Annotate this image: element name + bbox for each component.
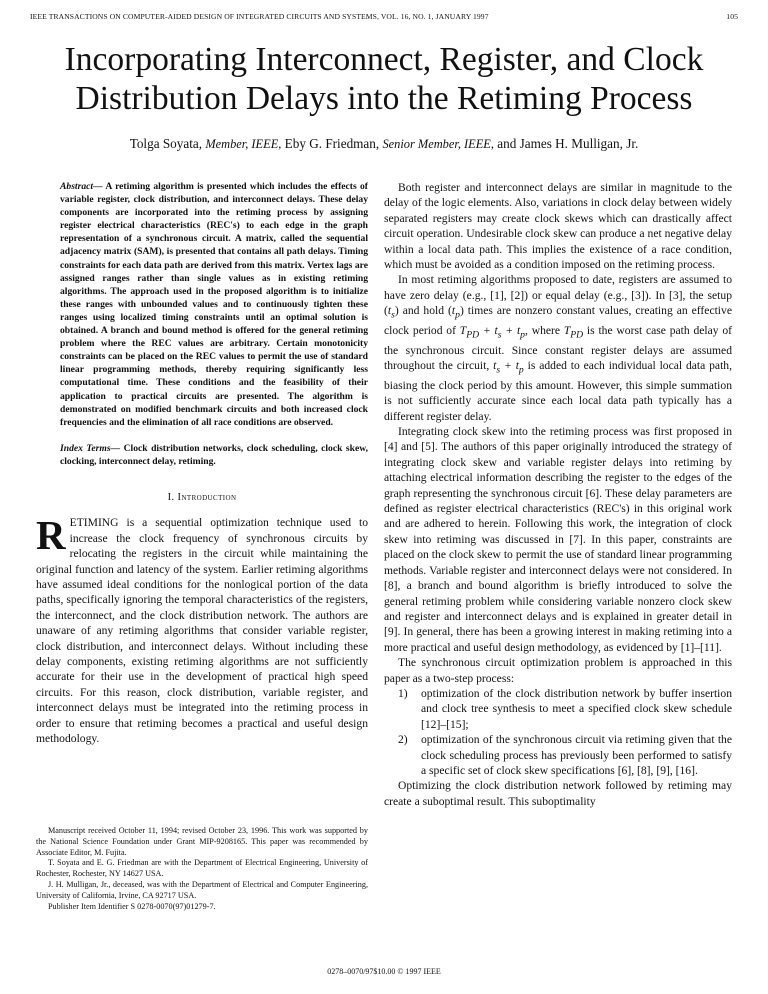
abstract-label: Abstract— [60,181,103,192]
title-line-1: Incorporating Interconnect, Register, and Clock [64,41,704,78]
abstract-text: A retiming algorithm is presented which includes the effects of variable register, clock distribution, and interconnect delays. These delay components are incorporated into the retiming process by assigning register electrical characteristics (REC's) to each edge in the graph representation of a synchronous circuit. A matrix, called the sequential adjacency matrix (SAM), is presented that contains all path delays. Timing constraints for each data path are derived from this matrix. Vertex lags are assigned ranges rather than single values as in existing retiming algorithms. The approach used in the proposed algorithm is to initialize these ranges with unbounded values and to continuously tighten these ranges using localized timing constraints until an optimal solution is obtained. A branch and bound method is offered for the general retiming problem where the REC values are arbitrary. Certain monotonicity constraints can be placed on the REC values to permit the use of standard linear programming methods, thereby requiring significantly less computational time. These conditions and the feasibility of their application to practical circuits are presented. The algorithm is demonstrated on modified benchmark circuits and both increased clock frequencies and the elimination of all race conditions are observed. [60,181,368,428]
journal-name: IEEE TRANSACTIONS ON COMPUTER-AIDED DESIGN OF INTEGRATED CIRCUITS AND SYSTEMS, VOL. 16, NO. 1, JANUARY 1997 [30,12,489,21]
math-ts: $t_s$ [387,304,395,321]
author-2: Eby G. Friedman, [284,136,380,151]
body-paragraph-4: The synchronous circuit optimization problem is approached in this paper as a two-step process: [384,656,732,685]
process-step-1: 1) optimization of the clock distribution network by buffer insertion and clock tree synthesis to meet a specified clock skew schedule [12]–[15]; [398,686,732,731]
process-step-2: 2) optimization of the synchronous circuit via retiming given that the clock scheduling process has previously been performed to satisfy a specific set of clock skew specifications [6], [8], [9], [16]. [398,733,732,777]
index-terms-text: Clock distribution networks, clock scheduling, clock skew, clocking, interconnect delay, retiming. [60,442,368,467]
intro-text: is a sequential optimization technique used to increase the clock frequency of synchronous circuits by relocating the registers in the circuit while maintaining the original function and latency of the system. Earlier retiming algorithms have assumed ideal conditions for the nonlogical portion of the data paths, specifically ignoring the temporal characteristics of the registers, the interconnect, and the clock distribution network. The authors are unaware of any retiming algorithms that consider variable register, clock distribution, and interconnect delays. Without including these delay components, existing retiming algorithms are not sufficiently accurate for their use in the development of practical high speed circuits. For this reason, clock distribution, variable register, and interconnect delays must be integrated into the retiming process in order to ensure that retiming becomes a practical and useful design methodology. [36,516,368,746]
footnote-affiliation-1: T. Soyata and E. G. Friedman are with the Department of Electrical Engineering, University of Rochester, Rochester, NY 14627 USA. [36,858,368,879]
intro-first-word: ETIMING [69,516,119,530]
math-clock-period: $T_{PD} + t_s + t_p$ [459,323,525,341]
page-number: 105 [726,12,738,21]
drop-cap: R [36,512,66,559]
body-paragraph-1: Both register and interconnect delays are similar in magnitude to the delay of the logic elements. Also, variations in clock delay between widely separated registers may create clock skews which can drastically affect circuit operation. Undesirable clock skew can produce a net negative delay within a local data path. This implies the existence of a race condition, which must be avoided as a condition imposed on the retiming process. [384,181,732,272]
body-paragraph-2: In most retiming algorithms proposed to date, registers are assumed to have zero delay (e.g., [1], [2]) or equal delay (e.g., [3]). In [3], the setup $(t_s)$ and hold $(t_p)$ times are nonzero constant values, creating an effective clock period of $T_{PD} + t_s + t_p$, where $T_{PD}$ is the worst case path delay of the synchronous circuit. Since constant register delays are assumed throughout the circuit, $t_s + t_p$ is added to each individual local data path, biasing the clock period by this amount. However, this simple summation is not sufficiently accurate since each local data path typically has a different register delay. [384,273,733,423]
section-title: Introduction [177,491,237,503]
math-tpd: $T_{PD}$ [563,323,584,341]
index-terms-label: Index Terms— [60,442,121,454]
paper-title [30,40,738,118]
math-ts-plus-tp: $t_s + t_p$ [493,359,524,376]
right-column [384,180,732,809]
first-page-footnote [36,826,368,912]
section-heading-introduction [36,490,368,505]
body-paragraph-3: Integrating clock skew into the retiming process was first proposed in [4] and [5]. The authors of this paper originally introduced the strategy of integrating clock skew and variable register delays into retiming by attaching electrical information describing the register to the edges of the graph representing the synchronous circuit [6]. These delay parameters are defined as register electrical characteristics (REC's) in this original work and are adhered to herein. Following this work, the integration of clock skew into retiming was discussed in [7]. In this paper, constraints are placed on the clock skew to permit the use of standard linear programming methods. Variable register and interconnect delays were not considered. In [8], a branch and bound algorithm is briefly introduced to solve the general retiming problem while considering variable nonzero clock skew and register and interconnect delays and is explained in greater detail in [9]. In general, there has been a growing interest in making retiming into a more practical and useful design methodology, as evidenced by [1]–[11]. [384,425,732,654]
footnote-publisher-id: Publisher Item Identifier S 0278-0070(97)01279-7. [48,901,216,911]
copyright-line: 0278–0070/97$10.00 © 1997 IEEE [327,967,441,976]
author-1-role: Member, IEEE, [205,137,282,151]
intro-paragraph [36,512,368,746]
section-number: I. [167,491,175,503]
footnote-manuscript: Manuscript received October 11, 1994; revised October 23, 1996. This work was supported by the National Science Foundation under Grant MIP-9208165. This paper was recommended by Associate Editor, M. Fujita. [36,826,368,857]
math-tp: $t_p$ [451,304,460,321]
abstract [60,180,368,429]
body-paragraph-5: Optimizing the clock distribution network followed by retiming may create a suboptimal result. This suboptimality [384,779,732,808]
running-head [30,12,738,24]
index-terms [60,442,368,468]
left-column [36,180,368,746]
footnote-affiliation-2: J. H. Mulligan, Jr., deceased, was with the Department of Electrical and Computer Engineering, University of California, Irvine, CA 92717 USA. [36,879,368,900]
author-3: and James H. Mulligan, Jr. [497,136,639,151]
title-line-2: Distribution Delays into the Retiming Process [75,80,693,117]
author-1: Tolga Soyata, [129,136,203,151]
process-step-list [384,686,732,778]
author-list [30,136,738,152]
author-2-role: Senior Member, IEEE, [382,137,494,151]
